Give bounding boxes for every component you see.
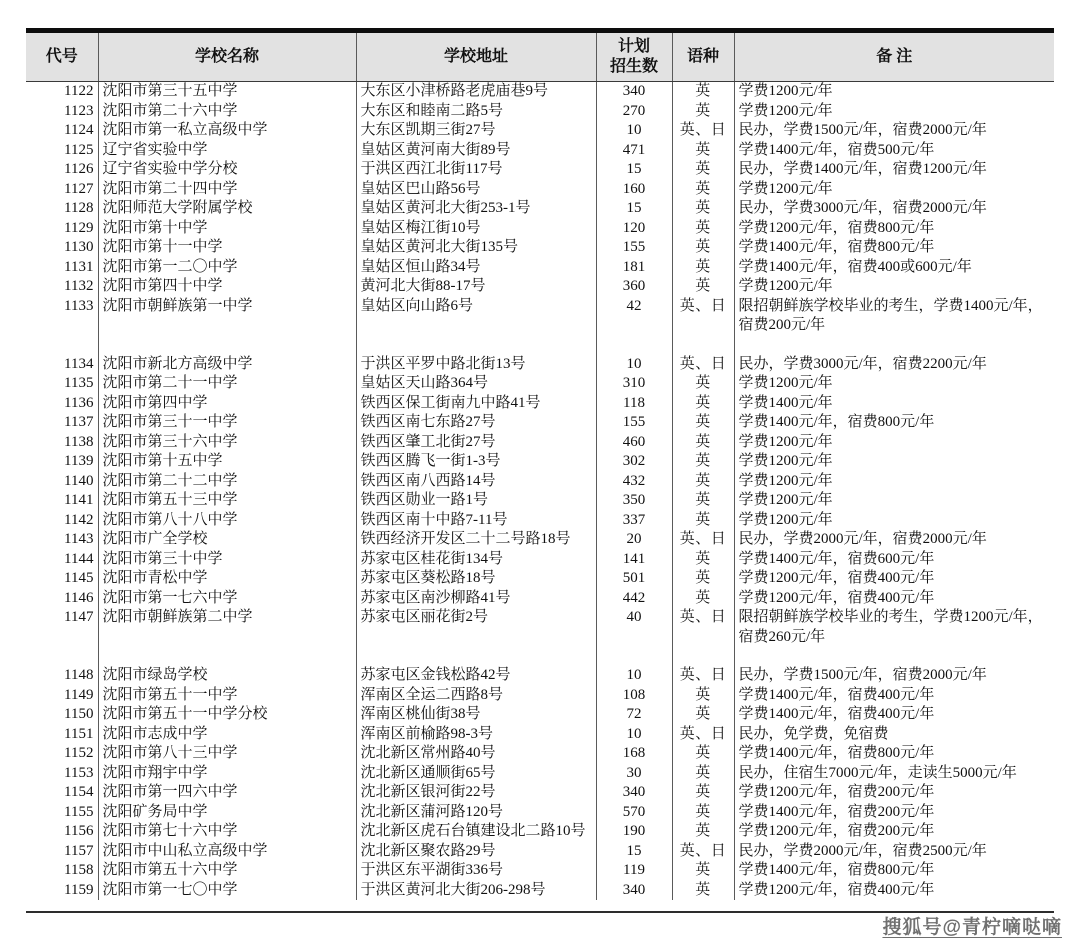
cell-plan-count: 471	[596, 141, 672, 161]
cell-language: 英	[672, 861, 734, 881]
cell-remarks: 学费1200元/年	[734, 452, 1054, 472]
cell-plan-count: 432	[596, 472, 672, 492]
cell-remarks: 学费1200元/年，宿费200元/年	[734, 783, 1054, 803]
cell-language: 英	[672, 452, 734, 472]
cell-school-name: 沈阳市第二十四中学	[98, 180, 356, 200]
cell-language: 英	[672, 569, 734, 589]
table-row	[26, 491, 1054, 511]
cell-school-name: 沈阳市第三十一中学	[98, 413, 356, 433]
cell-plan-count: 15	[596, 160, 672, 180]
cell-plan-count: 15	[596, 199, 672, 219]
cell-remarks: 学费1200元/年	[734, 472, 1054, 492]
cell-school-name: 沈阳市第一七〇中学	[98, 881, 356, 901]
cell-plan-count: 340	[596, 881, 672, 901]
cell-plan-count: 270	[596, 102, 672, 122]
cell-address: 苏家屯区南沙柳路41号	[356, 589, 596, 609]
cell-address: 皇姑区向山路6号	[356, 297, 596, 336]
cell-code: 1131	[26, 258, 98, 278]
cell-remarks: 学费1200元/年，宿费400元/年	[734, 589, 1054, 609]
cell-school-name: 沈阳师范大学附属学校	[98, 199, 356, 219]
spacer-cell	[356, 336, 596, 355]
cell-plan-count: 168	[596, 744, 672, 764]
cell-school-name: 沈阳市第一私立高级中学	[98, 121, 356, 141]
cell-address: 皇姑区巴山路56号	[356, 180, 596, 200]
cell-address: 于洪区东平湖街336号	[356, 861, 596, 881]
table-spacer-row	[26, 647, 1054, 666]
cell-school-name: 沈阳矿务局中学	[98, 803, 356, 823]
cell-language: 英	[672, 180, 734, 200]
spacer-cell	[672, 336, 734, 355]
cell-plan-count: 181	[596, 258, 672, 278]
cell-language: 英	[672, 803, 734, 823]
column-header-plan-line1: 计划	[617, 38, 650, 55]
cell-language: 英	[672, 881, 734, 901]
cell-code: 1130	[26, 238, 98, 258]
cell-address: 皇姑区黄河南大街89号	[356, 141, 596, 161]
cell-code: 1136	[26, 394, 98, 414]
cell-plan-count: 10	[596, 121, 672, 141]
column-header-name: 学校名称	[98, 33, 356, 82]
spacer-cell	[98, 647, 356, 666]
cell-school-name: 沈阳市第七十六中学	[98, 822, 356, 842]
cell-code: 1124	[26, 121, 98, 141]
cell-remarks: 学费1200元/年，宿费800元/年	[734, 219, 1054, 239]
cell-language: 英	[672, 219, 734, 239]
table-row	[26, 725, 1054, 745]
cell-code: 1138	[26, 433, 98, 453]
cell-language: 英、日	[672, 842, 734, 862]
table-row	[26, 277, 1054, 297]
cell-remarks: 学费1200元/年	[734, 491, 1054, 511]
table-row	[26, 686, 1054, 706]
cell-plan-count: 42	[596, 297, 672, 336]
cell-school-name: 沈阳市第三十五中学	[98, 82, 356, 102]
cell-language: 英	[672, 141, 734, 161]
table-row	[26, 394, 1054, 414]
cell-plan-count: 15	[596, 842, 672, 862]
cell-language: 英	[672, 258, 734, 278]
table-row	[26, 297, 1054, 336]
cell-school-name: 沈阳市第三十六中学	[98, 433, 356, 453]
cell-plan-count: 337	[596, 511, 672, 531]
cell-language: 英	[672, 472, 734, 492]
cell-address: 苏家屯区金钱松路42号	[356, 666, 596, 686]
spacer-cell	[672, 647, 734, 666]
cell-plan-count: 30	[596, 764, 672, 784]
cell-school-name: 沈阳市第三十中学	[98, 550, 356, 570]
cell-address: 黄河北大街88-17号	[356, 277, 596, 297]
cell-language: 英	[672, 433, 734, 453]
cell-address: 铁西区勋业一路1号	[356, 491, 596, 511]
cell-language: 英	[672, 160, 734, 180]
table-row	[26, 744, 1054, 764]
cell-code: 1151	[26, 725, 98, 745]
cell-code: 1157	[26, 842, 98, 862]
cell-plan-count: 155	[596, 413, 672, 433]
cell-language: 英、日	[672, 355, 734, 375]
cell-address: 沈北新区银河街22号	[356, 783, 596, 803]
cell-remarks: 民办，学费2000元/年，宿费2500元/年	[734, 842, 1054, 862]
cell-remarks: 学费1200元/年	[734, 180, 1054, 200]
table-row	[26, 666, 1054, 686]
cell-plan-count: 190	[596, 822, 672, 842]
cell-code: 1129	[26, 219, 98, 239]
cell-code: 1135	[26, 374, 98, 394]
table-row	[26, 783, 1054, 803]
table-row	[26, 550, 1054, 570]
cell-school-name: 沈阳市第一七六中学	[98, 589, 356, 609]
cell-remarks: 学费1400元/年，宿费800元/年	[734, 238, 1054, 258]
column-header-address: 学校地址	[356, 33, 596, 82]
table-row	[26, 199, 1054, 219]
table-row	[26, 842, 1054, 862]
cell-language: 英	[672, 82, 734, 102]
cell-address: 浑南区前榆路98-3号	[356, 725, 596, 745]
cell-address: 于洪区西江北街117号	[356, 160, 596, 180]
cell-code: 1152	[26, 744, 98, 764]
cell-code: 1123	[26, 102, 98, 122]
cell-plan-count: 155	[596, 238, 672, 258]
table-row	[26, 822, 1054, 842]
table-row	[26, 803, 1054, 823]
cell-code: 1122	[26, 82, 98, 102]
cell-address: 铁西区南七东路27号	[356, 413, 596, 433]
cell-school-name: 沈阳市第五十六中学	[98, 861, 356, 881]
cell-address: 大东区小津桥路老虎庙巷9号	[356, 82, 596, 102]
cell-remarks: 学费1400元/年，宿费500元/年	[734, 141, 1054, 161]
cell-code: 1147	[26, 608, 98, 647]
cell-remarks: 学费1400元/年，宿费800元/年	[734, 744, 1054, 764]
cell-school-name: 沈阳市朝鲜族第二中学	[98, 608, 356, 647]
source-watermark: 搜狐号@青柠嘀哒嘀	[882, 917, 1062, 938]
spacer-cell	[26, 647, 98, 666]
cell-remarks: 限招朝鲜族学校毕业的考生，学费1400元/年，宿费200元/年	[734, 297, 1054, 336]
cell-plan-count: 72	[596, 705, 672, 725]
cell-address: 皇姑区天山路364号	[356, 374, 596, 394]
cell-remarks: 学费1200元/年，宿费400元/年	[734, 569, 1054, 589]
cell-remarks: 学费1400元/年，宿费600元/年	[734, 550, 1054, 570]
table-row	[26, 102, 1054, 122]
cell-address: 皇姑区黄河北大街253-1号	[356, 199, 596, 219]
cell-remarks: 民办，学费1500元/年，宿费2000元/年	[734, 121, 1054, 141]
cell-language: 英	[672, 491, 734, 511]
header-row	[26, 33, 1054, 82]
cell-remarks: 学费1200元/年	[734, 82, 1054, 102]
table-row	[26, 764, 1054, 784]
cell-code: 1141	[26, 491, 98, 511]
spacer-cell	[356, 647, 596, 666]
cell-school-name: 沈阳市第一二〇中学	[98, 258, 356, 278]
cell-code: 1125	[26, 141, 98, 161]
cell-language: 英	[672, 511, 734, 531]
column-header-plan-line2: 招生数	[609, 58, 658, 75]
cell-address: 于洪区黄河北大街206-298号	[356, 881, 596, 901]
table-body	[26, 82, 1054, 901]
cell-remarks: 学费1400元/年	[734, 394, 1054, 414]
cell-code: 1156	[26, 822, 98, 842]
table-row	[26, 530, 1054, 550]
cell-remarks: 学费1200元/年，宿费400元/年	[734, 881, 1054, 901]
cell-code: 1127	[26, 180, 98, 200]
school-enrollment-table	[26, 33, 1054, 900]
cell-remarks: 学费1400元/年，宿费400元/年	[734, 705, 1054, 725]
spacer-cell	[734, 336, 1054, 355]
cell-school-name: 沈阳市第一四六中学	[98, 783, 356, 803]
cell-remarks: 学费1200元/年	[734, 102, 1054, 122]
cell-remarks: 学费1200元/年	[734, 374, 1054, 394]
cell-school-name: 沈阳市青松中学	[98, 569, 356, 589]
cell-plan-count: 340	[596, 783, 672, 803]
cell-language: 英	[672, 277, 734, 297]
cell-address: 苏家屯区桂花街134号	[356, 550, 596, 570]
table-row	[26, 141, 1054, 161]
table-spacer-row	[26, 336, 1054, 355]
cell-plan-count: 501	[596, 569, 672, 589]
cell-school-name: 沈阳市中山私立高级中学	[98, 842, 356, 862]
cell-language: 英、日	[672, 121, 734, 141]
cell-address: 铁西经济开发区二十二号路18号	[356, 530, 596, 550]
cell-remarks: 民办，学费1500元/年，宿费2000元/年	[734, 666, 1054, 686]
cell-remarks: 民办，免学费，免宿费	[734, 725, 1054, 745]
cell-address: 皇姑区梅江街10号	[356, 219, 596, 239]
cell-address: 沈北新区虎石台镇建设北二路10号	[356, 822, 596, 842]
cell-language: 英	[672, 589, 734, 609]
table-row	[26, 433, 1054, 453]
cell-address: 皇姑区恒山路34号	[356, 258, 596, 278]
cell-plan-count: 360	[596, 277, 672, 297]
cell-plan-count: 118	[596, 394, 672, 414]
cell-plan-count: 120	[596, 219, 672, 239]
cell-language: 英、日	[672, 297, 734, 336]
cell-code: 1158	[26, 861, 98, 881]
cell-language: 英	[672, 413, 734, 433]
cell-plan-count: 119	[596, 861, 672, 881]
cell-plan-count: 310	[596, 374, 672, 394]
cell-remarks: 学费1200元/年，宿费200元/年	[734, 822, 1054, 842]
column-header-remarks: 备 注	[734, 33, 1054, 82]
cell-address: 铁西区南八西路14号	[356, 472, 596, 492]
cell-remarks: 民办，学费2000元/年，宿费2000元/年	[734, 530, 1054, 550]
cell-code: 1128	[26, 199, 98, 219]
cell-plan-count: 108	[596, 686, 672, 706]
cell-address: 沈北新区通顺街65号	[356, 764, 596, 784]
table-row	[26, 121, 1054, 141]
table-row	[26, 82, 1054, 102]
cell-remarks: 学费1200元/年	[734, 511, 1054, 531]
cell-address: 大东区凯期三街27号	[356, 121, 596, 141]
cell-code: 1132	[26, 277, 98, 297]
cell-school-name: 沈阳市翔宇中学	[98, 764, 356, 784]
cell-address: 浑南区桃仙街38号	[356, 705, 596, 725]
cell-remarks: 学费1200元/年	[734, 277, 1054, 297]
cell-school-name: 沈阳市第四十中学	[98, 277, 356, 297]
cell-plan-count: 141	[596, 550, 672, 570]
enrollment-table-container	[26, 28, 1054, 900]
cell-plan-count: 40	[596, 608, 672, 647]
cell-remarks: 学费1400元/年，宿费800元/年	[734, 413, 1054, 433]
cell-code: 1148	[26, 666, 98, 686]
cell-language: 英	[672, 705, 734, 725]
cell-language: 英	[672, 102, 734, 122]
column-header-language: 语种	[672, 33, 734, 82]
cell-address: 铁西区保工街南九中路41号	[356, 394, 596, 414]
cell-address: 浑南区全运二西路8号	[356, 686, 596, 706]
cell-school-name: 沈阳市第八十八中学	[98, 511, 356, 531]
column-header-plan	[596, 33, 672, 82]
table-row	[26, 238, 1054, 258]
table-row	[26, 861, 1054, 881]
cell-language: 英	[672, 550, 734, 570]
table-row	[26, 589, 1054, 609]
table-row	[26, 452, 1054, 472]
cell-address: 皇姑区黄河北大街135号	[356, 238, 596, 258]
cell-code: 1145	[26, 569, 98, 589]
cell-school-name: 沈阳市朝鲜族第一中学	[98, 297, 356, 336]
cell-remarks: 学费1400元/年，宿费400元/年	[734, 686, 1054, 706]
cell-code: 1139	[26, 452, 98, 472]
cell-code: 1154	[26, 783, 98, 803]
cell-school-name: 沈阳市第十中学	[98, 219, 356, 239]
cell-language: 英、日	[672, 666, 734, 686]
cell-address: 苏家屯区葵松路18号	[356, 569, 596, 589]
cell-language: 英	[672, 764, 734, 784]
cell-school-name: 沈阳市第五十一中学	[98, 686, 356, 706]
cell-plan-count: 340	[596, 82, 672, 102]
cell-language: 英	[672, 394, 734, 414]
table-row	[26, 258, 1054, 278]
cell-address: 沈北新区聚农路29号	[356, 842, 596, 862]
cell-language: 英	[672, 822, 734, 842]
cell-code: 1149	[26, 686, 98, 706]
table-row	[26, 374, 1054, 394]
table-row	[26, 355, 1054, 375]
cell-code: 1126	[26, 160, 98, 180]
cell-code: 1146	[26, 589, 98, 609]
cell-remarks: 学费1200元/年	[734, 433, 1054, 453]
table-row	[26, 569, 1054, 589]
cell-code: 1137	[26, 413, 98, 433]
cell-school-name: 沈阳市第十五中学	[98, 452, 356, 472]
cell-code: 1133	[26, 297, 98, 336]
cell-school-name: 沈阳市新北方高级中学	[98, 355, 356, 375]
cell-code: 1153	[26, 764, 98, 784]
cell-plan-count: 10	[596, 355, 672, 375]
cell-address: 铁西区南十中路7-11号	[356, 511, 596, 531]
cell-plan-count: 302	[596, 452, 672, 472]
cell-school-name: 辽宁省实验中学分校	[98, 160, 356, 180]
cell-school-name: 沈阳市志成中学	[98, 725, 356, 745]
cell-language: 英、日	[672, 608, 734, 647]
cell-plan-count: 460	[596, 433, 672, 453]
cell-remarks: 民办，住宿生7000元/年，走读生5000元/年	[734, 764, 1054, 784]
cell-plan-count: 160	[596, 180, 672, 200]
cell-plan-count: 10	[596, 666, 672, 686]
cell-remarks: 学费1400元/年，宿费400或600元/年	[734, 258, 1054, 278]
spacer-cell	[596, 336, 672, 355]
cell-code: 1144	[26, 550, 98, 570]
cell-school-name: 沈阳市第五十一中学分校	[98, 705, 356, 725]
cell-remarks: 民办，学费3000元/年，宿费2000元/年	[734, 199, 1054, 219]
spacer-cell	[26, 336, 98, 355]
cell-code: 1150	[26, 705, 98, 725]
column-header-code: 代号	[26, 33, 98, 82]
cell-plan-count: 10	[596, 725, 672, 745]
cell-address: 铁西区肇工北街27号	[356, 433, 596, 453]
cell-plan-count: 442	[596, 589, 672, 609]
cell-address: 沈北新区蒲河路120号	[356, 803, 596, 823]
cell-remarks: 限招朝鲜族学校毕业的考生，学费1200元/年，宿费260元/年	[734, 608, 1054, 647]
table-row	[26, 180, 1054, 200]
cell-code: 1159	[26, 881, 98, 901]
cell-language: 英	[672, 744, 734, 764]
spacer-cell	[596, 647, 672, 666]
cell-school-name: 沈阳市第四中学	[98, 394, 356, 414]
cell-school-name: 沈阳市第二十二中学	[98, 472, 356, 492]
cell-code: 1134	[26, 355, 98, 375]
cell-school-name: 沈阳市第十一中学	[98, 238, 356, 258]
cell-code: 1143	[26, 530, 98, 550]
cell-language: 英、日	[672, 530, 734, 550]
cell-plan-count: 20	[596, 530, 672, 550]
cell-school-name: 沈阳市第八十三中学	[98, 744, 356, 764]
cell-school-name: 沈阳市第五十三中学	[98, 491, 356, 511]
cell-language: 英	[672, 374, 734, 394]
table-row	[26, 511, 1054, 531]
cell-remarks: 民办，学费1400元/年，宿费1200元/年	[734, 160, 1054, 180]
cell-school-name: 辽宁省实验中学	[98, 141, 356, 161]
cell-language: 英	[672, 783, 734, 803]
cell-remarks: 学费1400元/年，宿费200元/年	[734, 803, 1054, 823]
table-row	[26, 705, 1054, 725]
table-row	[26, 881, 1054, 901]
table-row	[26, 219, 1054, 239]
cell-address: 沈北新区常州路40号	[356, 744, 596, 764]
cell-remarks: 学费1400元/年，宿费800元/年	[734, 861, 1054, 881]
cell-school-name: 沈阳市广全学校	[98, 530, 356, 550]
cell-language: 英	[672, 199, 734, 219]
table-header	[26, 33, 1054, 82]
cell-school-name: 沈阳市绿岛学校	[98, 666, 356, 686]
table-row	[26, 608, 1054, 647]
spacer-cell	[98, 336, 356, 355]
cell-code: 1142	[26, 511, 98, 531]
cell-school-name: 沈阳市第二十一中学	[98, 374, 356, 394]
spacer-cell	[734, 647, 1054, 666]
cell-plan-count: 350	[596, 491, 672, 511]
cell-school-name: 沈阳市第二十六中学	[98, 102, 356, 122]
cell-remarks: 民办，学费3000元/年，宿费2200元/年	[734, 355, 1054, 375]
cell-language: 英	[672, 686, 734, 706]
cell-language: 英	[672, 238, 734, 258]
cell-address: 于洪区平罗中路北街13号	[356, 355, 596, 375]
cell-address: 铁西区腾飞一街1-3号	[356, 452, 596, 472]
cell-code: 1140	[26, 472, 98, 492]
cell-address: 大东区和睦南二路5号	[356, 102, 596, 122]
table-row	[26, 472, 1054, 492]
cell-code: 1155	[26, 803, 98, 823]
cell-plan-count: 570	[596, 803, 672, 823]
cell-address: 苏家屯区丽花街2号	[356, 608, 596, 647]
cell-language: 英、日	[672, 725, 734, 745]
table-row	[26, 413, 1054, 433]
table-row	[26, 160, 1054, 180]
